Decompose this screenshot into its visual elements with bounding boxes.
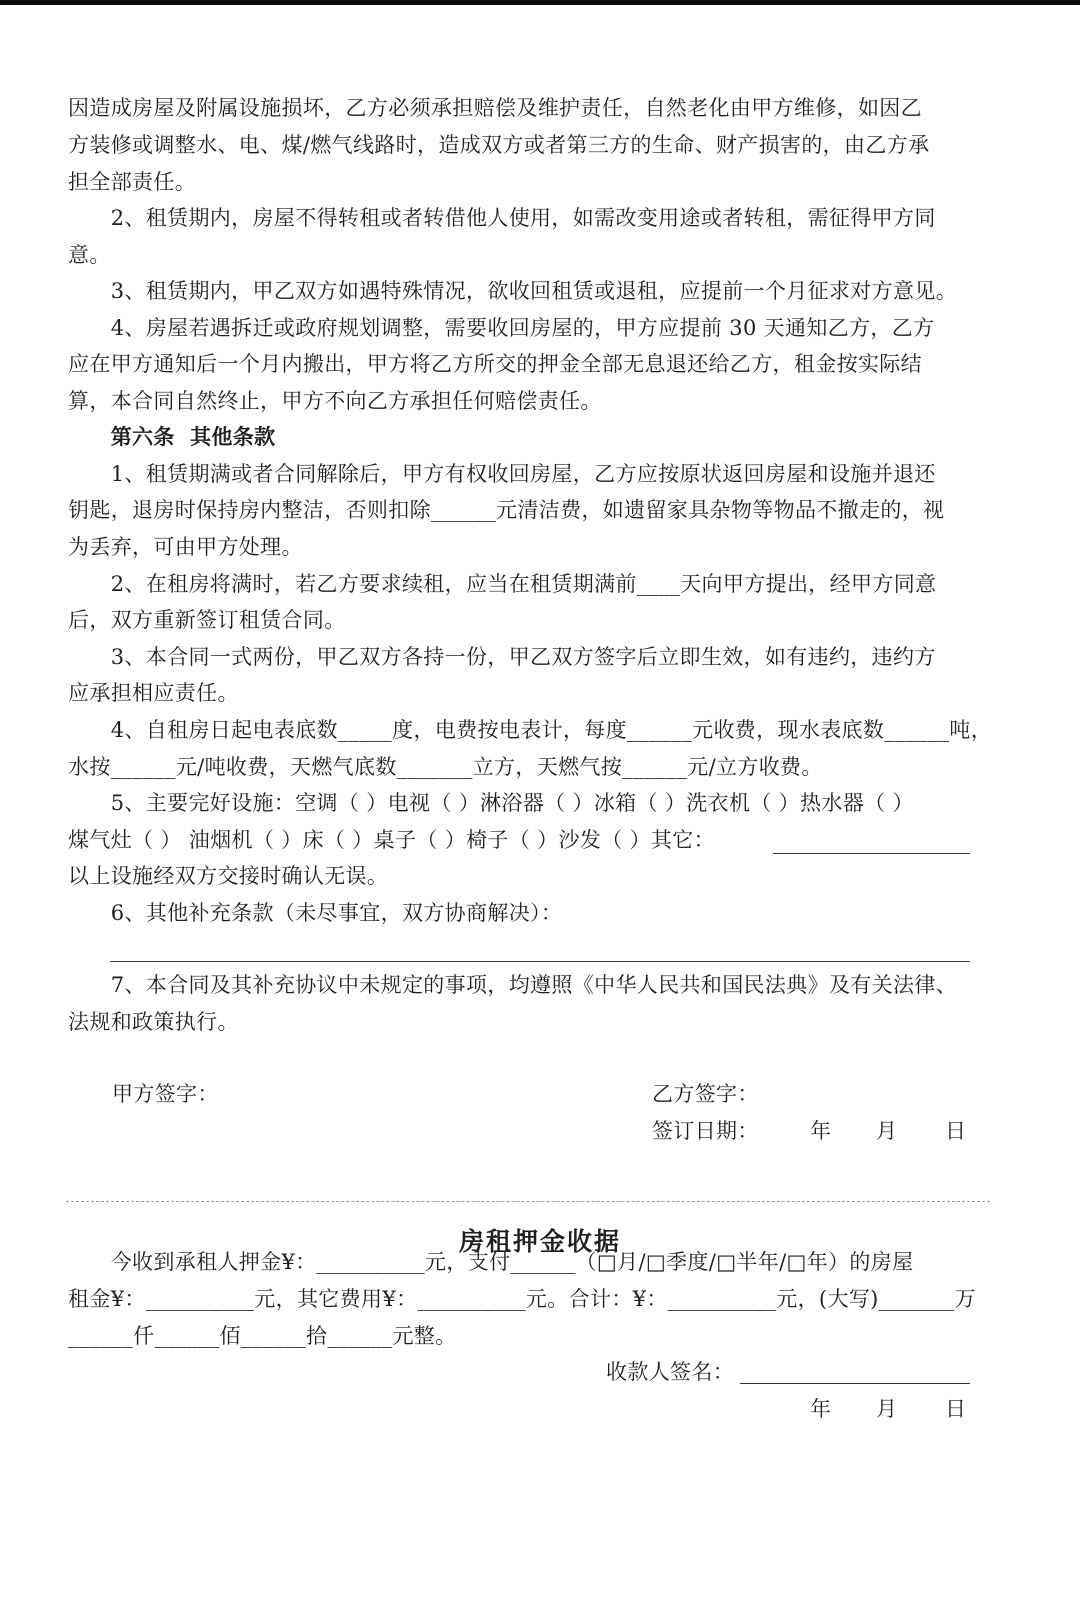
text-line: 法规和政策执行。 xyxy=(68,1010,239,1034)
party-b-signature-label: 乙方签字： xyxy=(652,1082,759,1106)
text-line: 租金¥：__________元，其它费用¥：__________元。合计：¥：__________元，(大写)_______万 xyxy=(68,1287,977,1311)
payee-signature-label: 收款人签名： xyxy=(606,1360,735,1384)
receipt-date-year: 年 xyxy=(810,1397,831,1421)
text-line: ______仟______佰______拾______元整。 xyxy=(68,1324,457,1348)
text-line: 4、自租房日起电表底数_____度，电费按电表计，每度______元收费，现水表底数______吨， xyxy=(68,718,993,742)
cut-line-divider xyxy=(66,1201,990,1202)
text-line: 担全部责任。 xyxy=(68,170,197,194)
text-line: 3、本合同一式两份，甲乙双方各持一份，甲乙双方签字后立即生效，如有违约，违约方 xyxy=(68,645,936,669)
supplementary-terms-blank-line xyxy=(110,961,970,962)
text-line: 钥匙，退房时保持房内整洁，否则扣除______元清洁费，如遗留家具杂物等物品不撤走的，视 xyxy=(68,498,945,522)
text-line: 水按______元/吨收费，天燃气底数_______立方，天燃气按______元/立方收费。 xyxy=(68,755,823,779)
text-line: 因造成房屋及附属设施损坏，乙方必须承担赔偿及维护责任，自然老化由甲方维修，如因乙 xyxy=(68,96,922,120)
text-line: 2、租赁期内，房屋不得转租或者转借他人使用，如需改变用途或者转租，需征得甲方同 xyxy=(68,206,936,230)
receipt-date-month: 月 xyxy=(876,1397,897,1421)
text-line: 5、主要完好设施：空调（ ）电视（ ）淋浴器（ ）冰箱（ ）洗衣机（ ）热水器（ ） xyxy=(68,791,914,815)
text-line: 7、本合同及其补充协议中未规定的事项，均遵照《中华人民共和国民法典》及有关法律、 xyxy=(68,973,958,997)
article6-heading: 第六条 其他条款 xyxy=(68,424,276,449)
text-line: 算，本合同自然终止，甲方不向乙方承担任何赔偿责任。 xyxy=(68,389,602,413)
sign-date-label: 签订日期： xyxy=(652,1119,759,1143)
text-line: 4、房屋若遇拆迁或政府规划调整，需要收回房屋的，甲方应提前 30 天通知乙方，乙方 xyxy=(68,316,935,340)
receipt-title: 房租押金收据 xyxy=(458,1227,621,1256)
text-line: 应在甲方通知后一个月内搬出，甲方将乙方所交的押金全部无息退还给乙方，租金按实际结 xyxy=(68,352,922,376)
sign-date-month: 月 xyxy=(876,1119,897,1143)
payee-signature-blank-line xyxy=(740,1383,970,1384)
sign-date-year: 年 xyxy=(810,1119,831,1143)
text-line: 6、其他补充条款（未尽事宜，双方协商解决）： xyxy=(68,901,563,925)
party-a-signature-label: 甲方签字： xyxy=(112,1082,219,1106)
text-line: 应承担相应责任。 xyxy=(68,681,239,705)
text-line: 煤气灶（ ） 油烟机（ ）床（ ）桌子（ ）椅子（ ）沙发（ ）其它： xyxy=(68,828,715,852)
text-line: 3、租赁期内，甲乙双方如遇特殊情况，欲收回租赁或退租，应提前一个月征求对方意见。 xyxy=(68,279,958,303)
text-line: 1、租赁期满或者合同解除后，甲方有权收回房屋，乙方应按原状返回房屋和设施并退还 xyxy=(68,462,936,486)
text-line: 2、在租房将满时，若乙方要求续租，应当在租赁期满前____天向甲方提出，经甲方同意 xyxy=(68,572,937,596)
text-line: 为丢弃，可由甲方处理。 xyxy=(68,535,303,559)
top-border xyxy=(0,0,1080,5)
text-line: 后，双方重新签订租赁合同。 xyxy=(68,608,346,632)
receipt-date-day: 日 xyxy=(945,1397,966,1421)
text-line: 方装修或调整水、电、煤/燃气线路时，造成双方或者第三方的生命、财产损害的，由乙方承 xyxy=(68,133,930,157)
other-facilities-blank-line xyxy=(773,853,970,854)
text-line: 今收到承租人押金¥：__________元，支付______（□月/□季度/□半年/□年）的房屋 xyxy=(68,1250,914,1274)
text-line: 以上设施经双方交接时确认无误。 xyxy=(68,864,389,888)
sign-date-day: 日 xyxy=(945,1119,966,1143)
text-line: 意。 xyxy=(68,243,111,267)
